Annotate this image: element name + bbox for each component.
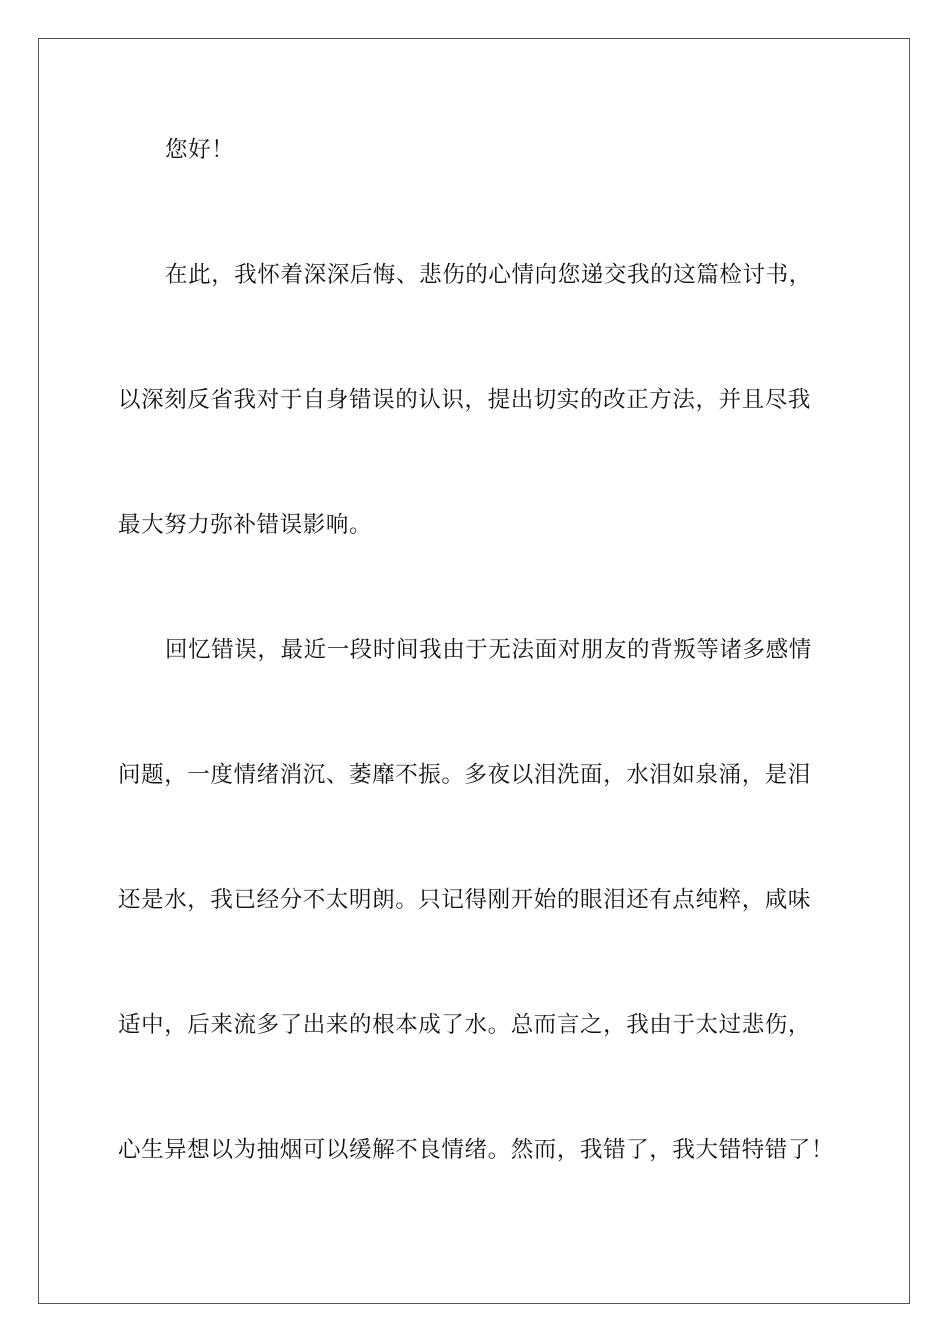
paragraph-2-line-1: 回忆错误，最近一段时间我由于无法面对朋友的背叛等诸多感情 — [165, 637, 812, 663]
paragraph-1-line-3: 最大努力弥补错误影响。 — [118, 512, 373, 538]
paragraph-2-line-5: 心生异想以为抽烟可以缓解不良情绪。然而，我错了，我大错特错了！ — [118, 1137, 835, 1163]
paragraph-2-line-2: 问题，一度情绪消沉、萎靡不振。多夜以泪洗面，水泪如泉涌，是泪 — [118, 762, 812, 788]
paragraph-2-line-3: 还是水，我已经分不太明朗。只记得刚开始的眼泪还有点纯粹，咸味 — [118, 887, 812, 913]
paragraph-1-line-1: 在此，我怀着深深后悔、悲伤的心情向您递交我的这篇检讨书， — [165, 262, 812, 288]
paragraph-1-line-2: 以深刻反省我对于自身错误的认识，提出切实的改正方法，并且尽我 — [118, 387, 812, 413]
page-frame — [38, 38, 910, 1304]
greeting-line: 您好！ — [165, 137, 235, 163]
paragraph-2-line-4: 适中，后来流多了出来的根本成了水。总而言之，我由于太过悲伤， — [118, 1012, 812, 1038]
